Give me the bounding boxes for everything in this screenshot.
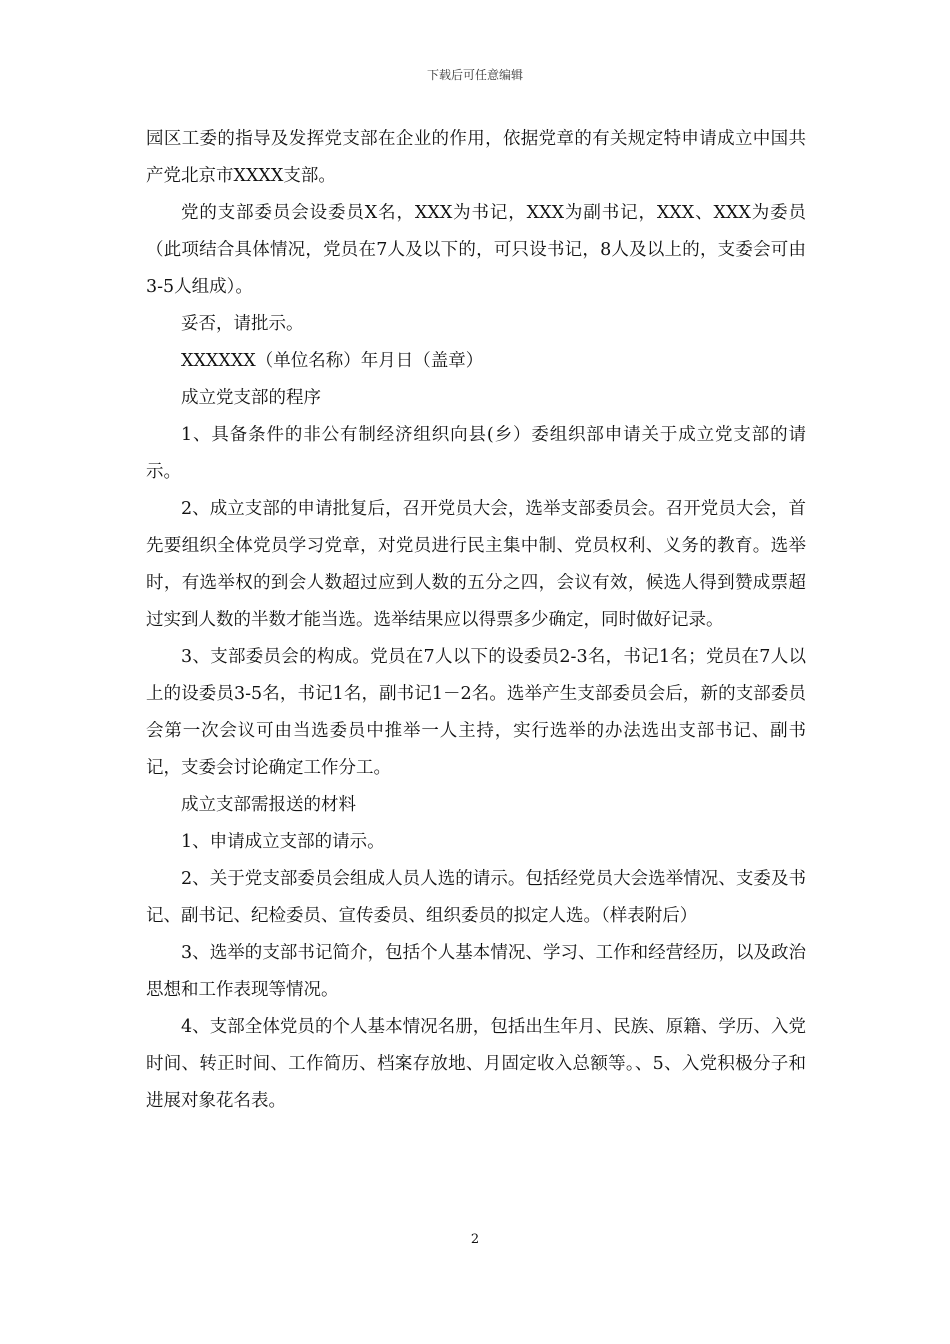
paragraph: 1、申请成立支部的请示。 [181, 832, 385, 852]
paragraph: 3、选举的支部书记简介，包括个人基本情况、学习、工作和经营经历，以及政治思想和工作表现等情况。 [146, 943, 806, 1000]
paragraph: 4、支部全体党员的个人基本情况名册，包括出生年月、民族、原籍、学历、入党时间、转正时间、工作简历、档案存放地、月固定收入总额等。、5、入党积极分子和进展对象花名表。 [146, 1017, 806, 1111]
paragraph: 1、具备条件的非公有制经济组织向县(乡）委组织部申请关于成立党支部的请示。 [146, 425, 806, 482]
paragraph: 2、关于党支部委员会组成人员人选的请示。包括经党员大会选举情况、支委及书记、副书记、纪检委员、宣传委员、组织委员的拟定人选。（样表附后） [146, 869, 806, 926]
paragraph: 园区工委的指导及发挥党支部在企业的作用，依据党章的有关规定特申请成立中国共产党北京市XXXX支部。 [146, 129, 806, 186]
page-number: 2 [470, 1232, 480, 1247]
section-heading: 成立党支部的程序 [181, 388, 321, 408]
paragraph: XXXXXX（单位名称）年月日（盖章） [181, 351, 484, 371]
paragraph: 妥否，请批示。 [181, 314, 304, 334]
section-heading: 成立支部需报送的材料 [181, 795, 356, 815]
paragraph: 3、支部委员会的构成。党员在7人以下的设委员2-3名，书记1名；党员在7人以上的设委员3-5名，书记1名，副书记1－2名。选举产生支部委员会后，新的支部委员会第一次会议可由当选委员中推举一人主持，实行选举的办法选出支部书记、副书记，支委会讨论确定工作分工。 [146, 647, 806, 778]
paragraph: 党的支部委员会设委员X名，XXX为书记，XXX为副书记，XXX、XXX为委员（此项结合具体情况，党员在7人及以下的，可只设书记，8人及以上的，支委会可由3-5人组成）。 [146, 203, 806, 297]
document-body [146, 121, 806, 1120]
paragraph: 2、成立支部的申请批复后，召开党员大会，选举支部委员会。召开党员大会，首先要组织全体党员学习党章，对党员进行民主集中制、党员权利、义务的教育。选举时，有选举权的到会人数超过应到人数的五分之四，会议有效，候选人得到赞成票超过实到人数的半数才能当选。选举结果应以得票多少确定，同时做好记录。 [146, 499, 806, 630]
page-header: 下载后可任意编辑 [426, 68, 523, 82]
